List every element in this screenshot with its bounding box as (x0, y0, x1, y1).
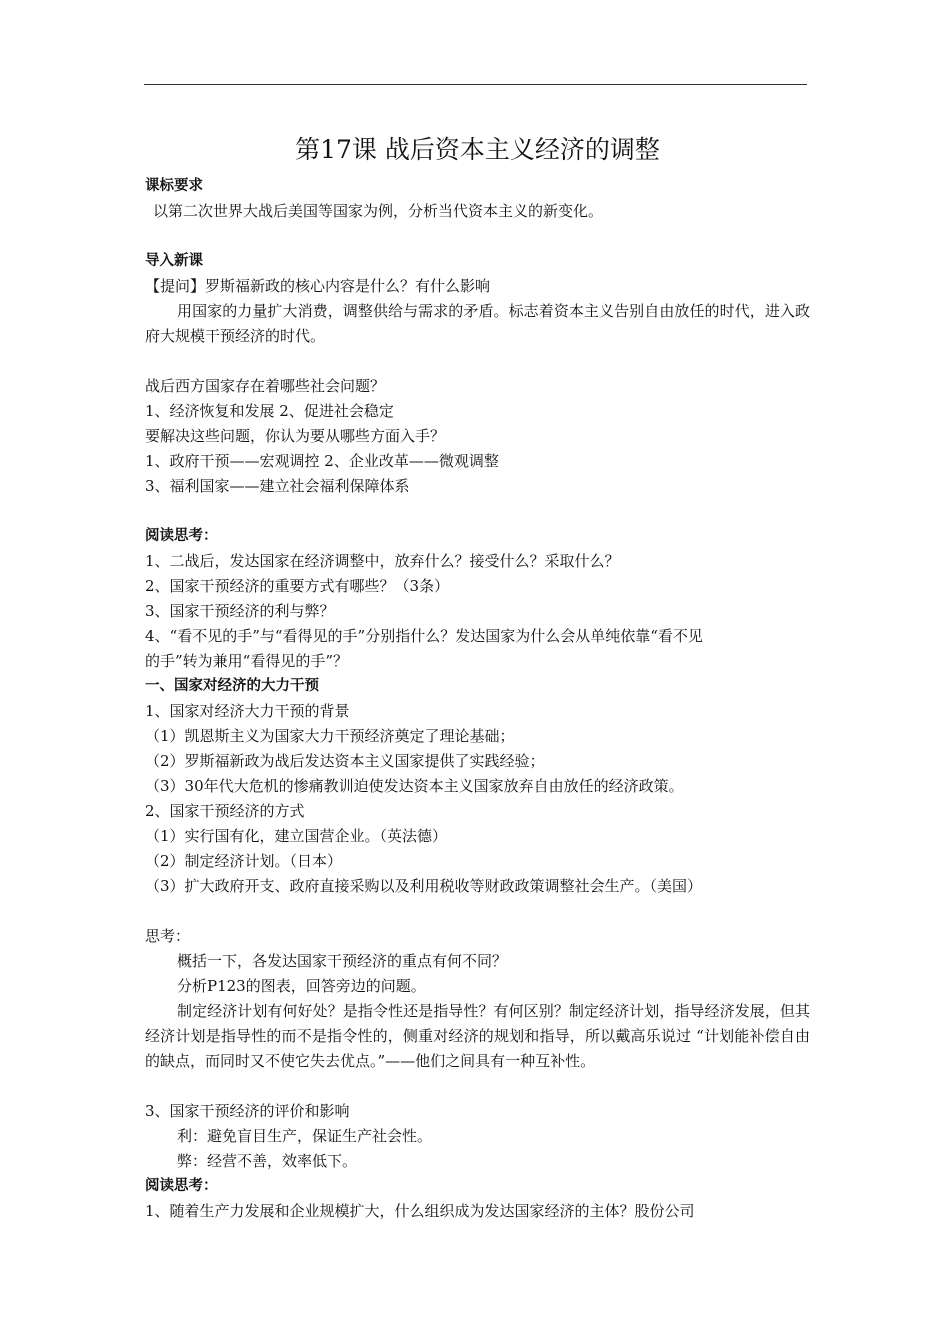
section-heading-intervention: 一、国家对经济的大力干预 (145, 678, 319, 694)
background-item: （1）凯恩斯主义为国家大力干预经济奠定了理论基础； (145, 727, 515, 745)
section-heading-intro: 导入新课 (145, 253, 203, 269)
spacer (145, 224, 810, 249)
reading-item: 4、“看不见的手”与“看得见的手”分别指什么？发达国家为什么会从单纯依靠“看不见 (145, 627, 703, 645)
subheading-evaluation: 3、国家干预经济的评价和影响 (145, 1102, 350, 1120)
document-title: 第17课 战后资本主义经济的调整 (295, 135, 660, 164)
intro-question-3: 要解决这些问题，你认为要从哪些方面入手？ (145, 427, 446, 445)
evaluation-pro: 利：避免盲目生产，保证生产社会性。 (177, 1127, 433, 1145)
intro-question: 【提问】罗斯福新政的核心内容是什么？有什么影响 (145, 277, 491, 295)
think-line: 分析P123的图表，回答旁边的问题。 (177, 977, 426, 995)
think-line: 概括一下，各发达国家干预经济的重点有何不同？ (177, 952, 508, 970)
spacer (145, 899, 810, 924)
subheading-methods: 2、国家干预经济的方式 (145, 802, 305, 820)
intro-question-2: 战后西方国家存在着哪些社会问题？ (145, 377, 386, 395)
subheading-background: 1、国家对经济大力干预的背景 (145, 702, 350, 720)
spacer (145, 499, 810, 524)
spacer (145, 1074, 810, 1099)
method-item: （1）实行国有化，建立国营企业。（英法德） (145, 827, 448, 845)
think-label: 思考： (145, 927, 191, 945)
curriculum-text: 以第二次世界大战后美国等国家为例，分析当代资本主义的新变化。 (153, 202, 604, 220)
background-item: （3）30年代大危机的惨痛教训迫使发达资本主义国家放弃自由放任的经济政策。 (145, 777, 684, 795)
document-page (145, 130, 810, 1224)
intro-answer-3a: 1、政府干预——宏观调控 2、企业改革——微观调整 (145, 452, 499, 470)
evaluation-con: 弊：经营不善，效率低下。 (177, 1152, 358, 1170)
reading-item: 3、国家干预经济的利与弊？ (145, 602, 335, 620)
background-item: （2）罗斯福新政为战后发达资本主义国家提供了实践经验； (145, 752, 545, 770)
reading-item-2: 1、随着生产力发展和企业规模扩大，什么组织成为发达国家经济的主体？股份公司 (145, 1202, 695, 1220)
method-item: （2）制定经济计划。（日本） (145, 852, 343, 870)
header-rule (144, 84, 807, 85)
reading-item: 的手”转为兼用“看得见的手”？ (145, 652, 349, 670)
section-heading-curriculum: 课标要求 (145, 178, 203, 194)
intro-answer-3b: 3、福利国家——建立社会福利保障体系 (145, 477, 410, 495)
think-paragraph: 制定经济计划有何好处？是指令性还是指导性？有何区别？制定经济计划，指导经济发展，但其经济计划是指导性的而不是指令性的，侧重对经济的规划和指导，所以戴高乐说过 “计划能补偿自由的缺点，而同时又不使它失去优点。”——他们之间具有一种互补性。 (145, 1002, 810, 1070)
reading-item: 1、二战后，发达国家在经济调整中，放弃什么？接受什么？采取什么？ (145, 552, 620, 570)
reading-item: 2、国家干预经济的重要方式有哪些？（3条） (145, 577, 450, 595)
section-heading-reading: 阅读思考： (145, 528, 218, 544)
intro-answer: 用国家的力量扩大消费，调整供给与需求的矛盾。标志着资本主义告别自由放任的时代，进入政府大规模干预经济的时代。 (145, 302, 810, 345)
method-item: （3）扩大政府开支、政府直接采购以及利用税收等财政政策调整社会生产。（美国） (145, 877, 703, 895)
intro-answer-2: 1、经济恢复和发展 2、促进社会稳定 (145, 402, 394, 420)
spacer (145, 349, 810, 374)
section-heading-reading-2: 阅读思考： (145, 1178, 218, 1194)
